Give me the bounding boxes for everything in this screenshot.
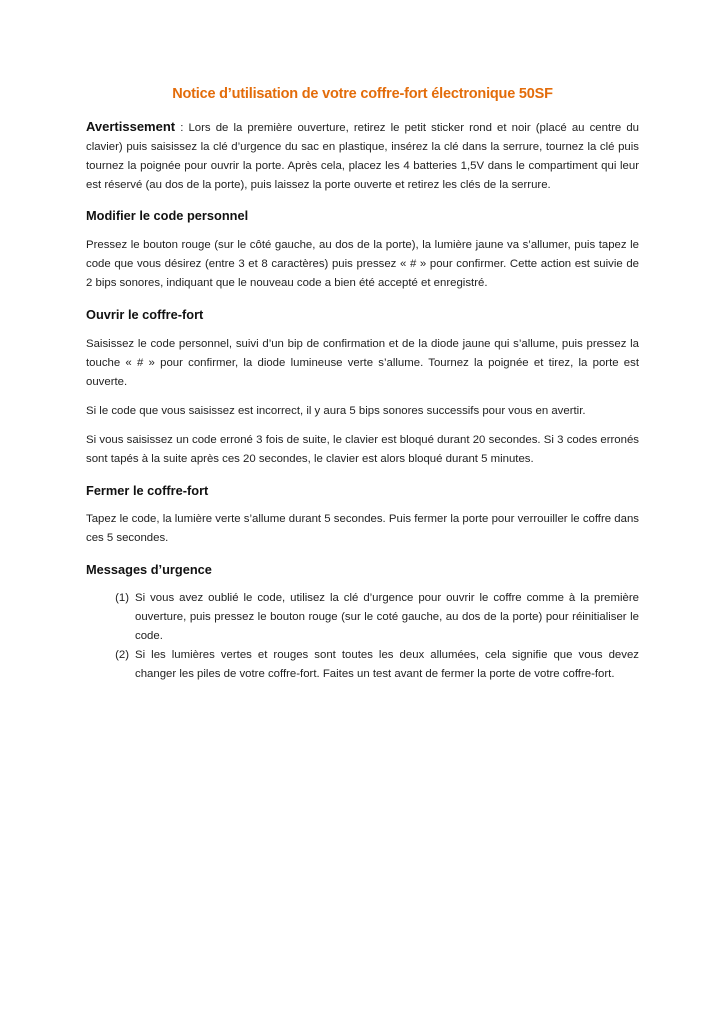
modify-code-heading: Modifier le code personnel xyxy=(86,208,249,223)
emergency-messages-heading: Messages d’urgence xyxy=(86,562,212,577)
list-item-text: Si vous avez oublié le code, utilisez la clé d’urgence pour ouvrir le coffre comme à la première ouverture, puis pressez le bouton rouge (sur le coté gauche, au dos de la porte) pour réinitialiser le code. xyxy=(135,592,639,642)
list-item-number: (2) xyxy=(115,649,129,661)
document-title: Notice d’utilisation de votre coffre-fort électronique 50SF xyxy=(172,86,553,102)
list-item xyxy=(86,646,639,684)
open-safe-paragraph-3: Si vous saisissez un code erroné 3 fois de suite, le clavier est bloqué durant 20 secondes. Si 3 codes erronés sont tapés à la suite après ces 20 secondes, le clavier est alors bloqué durant 5 minutes. xyxy=(86,434,639,465)
list-item-text: Si les lumières vertes et rouges sont toutes les deux allumées, cela signifie que vous devez changer les piles de votre coffre-fort. Faites un test avant de fermer la porte de votre coffre-fort. xyxy=(135,649,639,680)
list-item xyxy=(86,589,639,646)
open-safe-heading: Ouvrir le coffre-fort xyxy=(86,307,204,322)
open-safe-paragraph-1: Saisissez le code personnel, suivi d’un bip de confirmation et de la diode jaune qui s’allume, puis pressez la touche « # » pour confirmer, la diode lumineuse verte s’allume. Tournez la poignée et tirez, la porte est ouverte. xyxy=(86,338,639,388)
document-page xyxy=(86,86,639,684)
warning-paragraph xyxy=(86,117,639,195)
warning-text: : Lors de la première ouverture, retirez le petit sticker rond et noir (placé au centre du clavier) puis saisissez la clé d’urgence du sac en plastique, insérez la clé dans la serrure, tournez la clé puis tournez la poignée pour ouvrir la porte. Après cela, placez les 4 batteries 1,5V dans le compartiment qui leur est réservé (au dos de la porte), puis laissez la porte ouverte et retirez les clés de la serrure. xyxy=(86,122,639,191)
modify-code-paragraph: Pressez le bouton rouge (sur le côté gauche, au dos de la porte), la lumière jaune va s’allumer, puis tapez le code que vous désirez (entre 3 et 8 caractères) puis pressez « # » pour confirmer. Cette action est suivie de 2 bips sonores, indiquant que le nouveau code a bien été accepté et enregistré. xyxy=(86,239,639,289)
close-safe-paragraph: Tapez le code, la lumière verte s’allume durant 5 secondes. Puis fermer la porte pour verrouiller le coffre dans ces 5 secondes. xyxy=(86,513,639,544)
open-safe-paragraph-2: Si le code que vous saisissez est incorrect, il y aura 5 bips sonores successifs pour vous en avertir. xyxy=(86,405,586,417)
close-safe-heading: Fermer le coffre-fort xyxy=(86,483,209,498)
list-item-number: (1) xyxy=(115,592,129,604)
emergency-messages-list xyxy=(86,589,639,684)
warning-label: Avertissement xyxy=(86,119,176,134)
